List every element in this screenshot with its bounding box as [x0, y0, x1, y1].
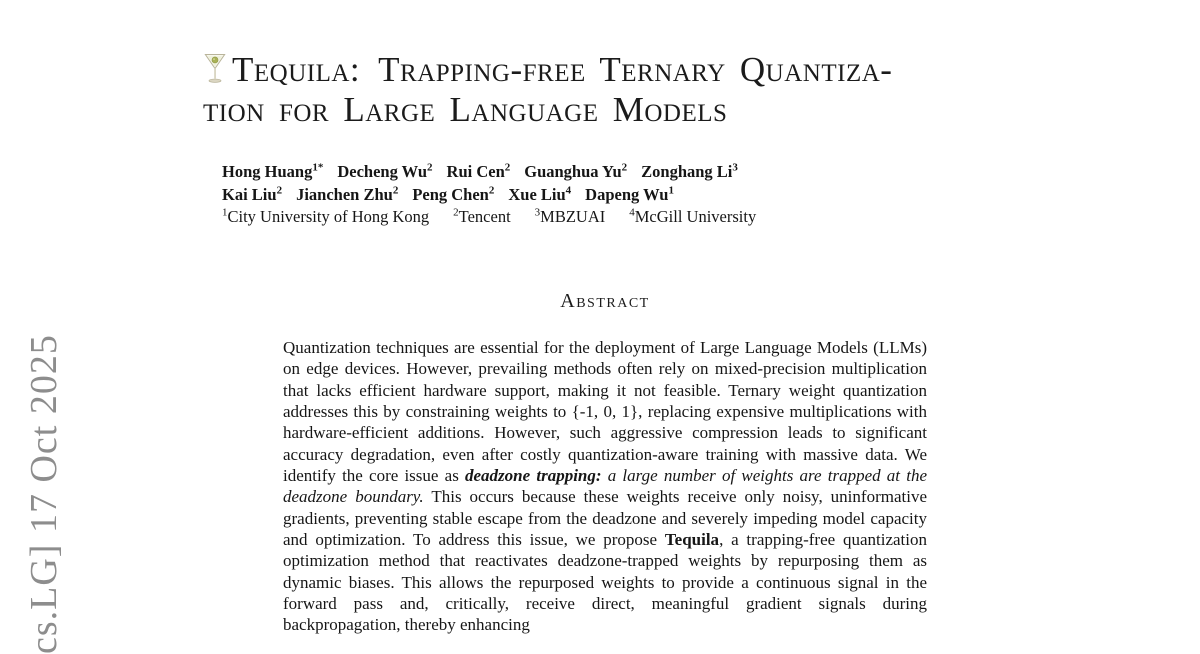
abstract-segment: a large number of weights are trapped at the deadzone boundary. — [283, 466, 927, 507]
cocktail-glass-icon — [203, 53, 227, 84]
author-name: Jianchen Zhu$^2$ — [296, 184, 399, 204]
title-text-line-2: tion for Large Language Models — [203, 90, 728, 129]
affiliation-sup: 3 — [534, 206, 541, 219]
affiliation-sup: 4 — [629, 206, 635, 219]
author-name: Peng Chen$^2$ — [412, 184, 495, 204]
author-affiliation-sup: 1 — [668, 184, 674, 196]
title-text-line-1: Tequila: Trapping-free Ternary Quantiza- — [232, 50, 893, 89]
arxiv-watermark: cs.LG] 17 Oct 2025 — [23, 334, 65, 654]
author-name: Hong Huang$^{1*}$ — [222, 161, 324, 181]
authors-block — [222, 161, 780, 229]
abstract-segment: Quantization techniques are essential for the deployment of Large Language Models (LLMs) on edge devices. However, prevailing methods often rely on mixed-precision multiplication that lacks efficient hardware support, making it not feasible. Ternary weight quantization addresses this by constraining weights to {-1, 0, 1}, replacing expensive multiplications with hardware-efficient additions. However, such aggressive compression leads to significant accuracy degradation, even after costly quantization-aware training with massive data. We identify the core issue as — [283, 338, 927, 486]
author-affiliation-sup: 2 — [504, 161, 511, 174]
title-line-1 — [203, 50, 1023, 90]
paper-title — [203, 50, 1023, 130]
author-affiliation-sup: 4 — [565, 184, 572, 196]
abstract-heading: Abstract — [560, 290, 650, 312]
author-name: Guanghua Yu$^2$ — [524, 161, 628, 181]
abstract-segment: , a trapping-free quantization optimization method that reactivates deadzone-trapped weights by repurposing them as dynamic biases. This allows the repurposed weights to provide a continuous signal in the forward pass and, critically, receive direct, meaningful gradient signals during backpropagation, thereby enhancing — [283, 530, 927, 635]
affiliation: $^2$Tencent — [453, 206, 511, 226]
author-name: Decheng Wu$^2$ — [337, 161, 433, 181]
abstract-paragraph — [283, 337, 927, 636]
affiliation-sup: 1 — [222, 206, 228, 219]
author-affiliation-sup: 2 — [276, 184, 283, 196]
author-name: Dapeng Wu$^1$ — [585, 184, 674, 204]
author-name: Rui Cen$^2$ — [446, 161, 511, 181]
author-affiliation-sup: 2 — [392, 184, 399, 196]
author-affiliation-sup: 1* — [312, 161, 324, 174]
author-affiliation-sup: 3 — [732, 161, 738, 174]
abstract-segment: Tequila — [664, 530, 720, 550]
affiliation: $^3$MBZUAI — [534, 206, 606, 226]
affiliations-line — [222, 206, 780, 229]
author-name: Kai Liu$^2$ — [222, 184, 283, 204]
author-name: Xue Liu$^4$ — [508, 184, 572, 204]
abstract-segment: This occurs because these weights receive only noisy, uninformative gradients, preventing stable escape from the deadzone and severely impeding model capacity and optimization. To address this issue, we propose — [283, 487, 927, 550]
abstract-segment: deadzone trapping: — [465, 466, 608, 486]
author-affiliation-sup: 2 — [621, 161, 628, 174]
affiliation-sup: 2 — [453, 206, 459, 219]
author-name: Zonghang Li$^3$ — [641, 161, 738, 181]
author-affiliation-sup: 2 — [488, 184, 495, 196]
affiliation: $^1$City University of Hong Kong — [222, 206, 430, 226]
author-affiliation-sup: 2 — [427, 161, 433, 174]
title-line-2 — [203, 90, 1023, 130]
authors-line-2 — [222, 184, 780, 207]
affiliation: $^4$McGill University — [629, 206, 757, 226]
authors-line-1 — [222, 161, 780, 184]
